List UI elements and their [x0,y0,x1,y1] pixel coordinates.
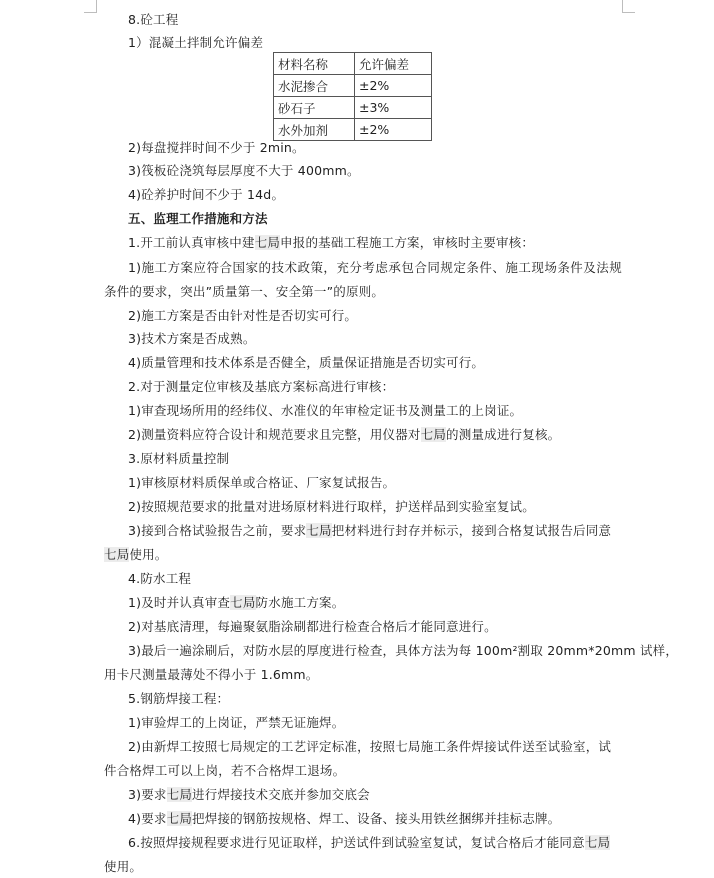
paragraph-thickness-check-line1: 3)最后一遍涂刷后，对防水层的厚度进行检查，具体方法为每 100m²割取 20mm*20mm 试样， [128,643,679,658]
table-cell-tolerance: ±2% [355,75,432,97]
text-segment: 3)要求 [128,787,167,802]
highlight-company: 七局 [420,427,447,442]
table-header-tolerance: 允许偏差 [355,53,432,75]
table-cell-material: 水泥掺合 [274,75,355,97]
text-segment: 申报的基础工程施工方案，审核时主要审核： [280,235,535,250]
table-cell-material: 水外加剂 [274,119,355,141]
paragraph-policy-line2: 条件的要求，突出”质量第一、安全第一”的原则。 [104,284,385,299]
text-segment: 6.按照焊接规程要求进行见证取样，护送试件到试验室复试，复试合格后才能同意 [128,835,585,850]
paragraph-material-control: 3.原材料质量控制 [128,451,230,466]
text-segment: 2)测量资料应符合设计和规范要求且完整，用仪器对 [128,427,421,442]
paragraph-material-seal-line2 [104,543,622,566]
paragraph-review-plan [104,231,622,254]
paragraph-welding-briefing [104,783,622,806]
item-mix-time: 2)每盘搅拌时间不少于 2min。 [128,140,305,155]
paragraph-tech-mature: 3)技术方案是否成熟。 [128,331,256,346]
highlight-company: 七局 [166,787,193,802]
paragraph-material-seal-line1 [104,519,622,542]
paragraph-witness-sampling-line1 [104,831,622,854]
page-corner-mark-left [84,0,97,13]
paragraph-welder-certificate: 1)审验焊工的上岗证，严禁无证施焊。 [128,715,345,730]
paragraph-rebar-welding: 5.钢筋焊接工程： [128,691,230,706]
text-segment: 把材料进行封存并标示，接到合格复试报告后同意 [331,523,612,538]
page-corner-mark-right [622,0,635,13]
highlight-company: 七局 [230,595,256,610]
paragraph-policy-line1: 1)施工方案应符合国家的技术政策，充分考虑承包合同规定条件、施工现场条件及法规 [128,260,622,275]
paragraph-plan-feasible: 2)施工方案是否由针对性是否切实可行。 [128,308,358,323]
item-mix-tolerance: 1）混凝土拌制允许偏差 [128,35,264,50]
paragraph-witness-sampling-line2: 使用。 [104,859,143,874]
paragraph-survey-data [104,423,622,446]
text-segment: 把焊接的钢筋按规格、焊工、设备、接头用铁丝捆绑并挂标志牌。 [192,811,561,826]
paragraph-material-sampling: 2)按照规范要求的批量对进场原材料进行取样，护送样品到实验室复试。 [128,499,535,514]
table-header-material: 材料名称 [274,53,355,75]
table-cell-material: 砂石子 [274,97,355,119]
item-curing-time: 4)砼养护时间不少于 14d。 [128,187,285,202]
highlight-company: 七局 [306,523,332,538]
tolerance-table [273,52,432,141]
paragraph-rebar-tagging [104,807,622,830]
table-cell-tolerance: ±3% [355,97,432,119]
text-segment: 1.开工前认真审核中建 [128,235,255,250]
section-title: 五、监理工作措施和方法 [128,211,268,226]
paragraph-quality-system: 4)质量管理和技术体系是否健全，质量保证措施是否切实可行。 [128,355,485,370]
text-segment: 3)接到合格试验报告之前，要求 [128,523,307,538]
table-row [274,97,432,119]
paragraph-waterproof-plan [104,591,622,614]
table-header-row [274,53,432,75]
paragraph-waterproof: 4.防水工程 [128,571,192,586]
text-segment: 进行焊接技术交底并参加交底会 [192,787,370,802]
paragraph-thickness-check-line2: 用卡尺测量最薄处不得小于 1.6mm。 [104,667,319,682]
highlight-company: 七局 [104,547,130,562]
text-segment: 的测量成进行复核。 [446,427,561,442]
item-layer-thickness: 3)筏板砼浇筑每层厚度不大于 400mm。 [128,163,360,178]
paragraph-instrument-check: 1)审查现场所用的经纬仪、水准仪的年审检定证书及测量工的上岗证。 [128,403,523,418]
paragraph-material-certificate: 1)审核原材料质保单或合格证、厂家复试报告。 [128,475,396,490]
text-segment: 防水施工方案。 [255,595,345,610]
text-segment: 1)及时并认真审查 [128,595,231,610]
text-segment: 4)要求 [128,811,167,826]
highlight-company: 七局 [166,811,193,826]
highlight-company: 七局 [584,835,611,850]
paragraph-base-cleaning: 2)对基底清理，每遍聚氨脂涂刷都进行检查合格后才能同意进行。 [128,619,497,634]
table-cell-tolerance: ±2% [355,119,432,141]
highlight-company: 七局 [254,235,281,250]
text-segment: 使用。 [129,547,168,562]
paragraph-new-welder-line2: 件合格焊工可以上岗，若不合格焊工退场。 [104,763,346,778]
heading-concrete: 8.砼工程 [128,12,179,27]
paragraph-survey-review: 2.对于测量定位审核及基底方案标高进行审核： [128,379,395,394]
table-row [274,75,432,97]
paragraph-new-welder-line1: 2)由新焊工按照七局规定的工艺评定标准，按照七局施工条件焊接试件送至试验室，试 [128,739,612,754]
